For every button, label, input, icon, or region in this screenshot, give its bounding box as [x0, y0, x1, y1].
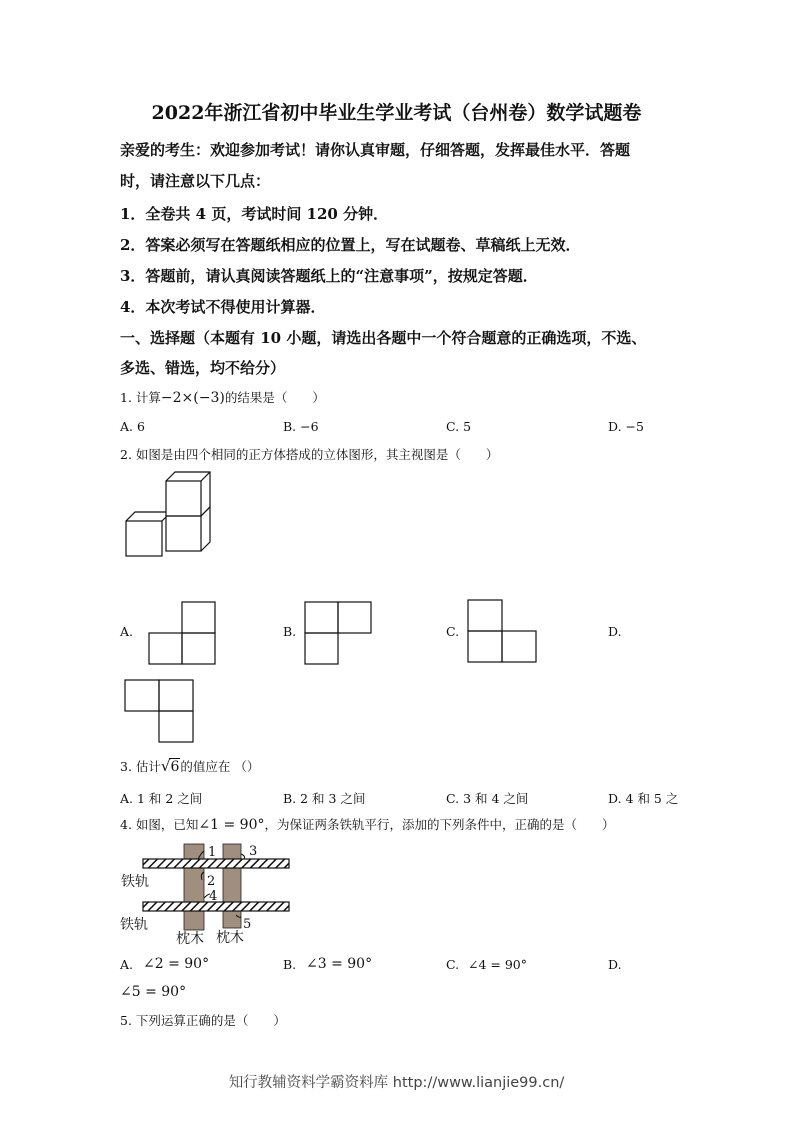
- q3-radicand: 6: [170, 759, 180, 775]
- q2-option-c-label: C.: [446, 624, 460, 639]
- rail-top: [143, 859, 289, 868]
- section-heading-line-2: 多选、错选，均不给分）: [120, 359, 286, 377]
- rail-label-bottom: 铁轨: [120, 917, 148, 933]
- q1-option-a: A. 6: [120, 419, 145, 434]
- q4-option-c-label: C.: [446, 957, 460, 972]
- q4-option-a-value: ∠2 = 90°: [143, 956, 210, 972]
- q2-option-b-label: B.: [283, 624, 297, 639]
- q4-expression: ∠1 = 90°: [198, 817, 265, 833]
- q4-prefix: 4. 如图，已知: [120, 817, 199, 832]
- q3-option-a: A. 1 和 2 之间: [120, 791, 203, 806]
- footer-watermark: 知行教辅资料学霸资料库 http://www.lianjie99.cn/: [228, 1075, 565, 1091]
- question-3: 3. 估计√6的值应在 （）: [120, 757, 260, 775]
- angle-3-label: 3: [249, 844, 258, 859]
- angle-4-label: 4: [209, 889, 218, 904]
- q2-cube-figure: [120, 470, 220, 562]
- q3-suffix: 的值应在 （）: [180, 759, 260, 774]
- q2-option-a-figure: [148, 601, 218, 665]
- q1-expression: −2×(−3): [160, 390, 225, 406]
- page-title: 2022年浙江省初中毕业生学业考试（台州卷）数学试题卷: [151, 102, 642, 124]
- q1-option-c: C. 5: [446, 419, 472, 434]
- q2-option-b-figure: [304, 601, 374, 665]
- q2-option-a-label: A.: [120, 624, 134, 639]
- section-heading-line-1: 一、选择题（本题有 10 小题，请选出各题中一个符合题意的正确选项，不选、: [120, 329, 647, 347]
- q4-railway-figure: [118, 838, 298, 948]
- q2-option-d-figure: [124, 679, 196, 743]
- sleeper-right: [223, 844, 241, 928]
- q3-prefix: 3. 估计: [120, 759, 161, 774]
- angle-1-label: 1: [208, 845, 217, 860]
- q4-suffix: ，为保证两条铁轨平行，添加的下列条件中，正确的是（ ）: [264, 817, 615, 832]
- q4-option-a-label: A.: [120, 957, 134, 972]
- note-1: 1．全卷共 4 页，考试时间 120 分钟．: [120, 205, 389, 223]
- note-2: 2．答案必须写在答题纸相应的位置上，写在试题卷、草稿纸上无效．: [120, 236, 581, 254]
- q4-option-d-label: D.: [608, 957, 622, 972]
- sleeper-label-right: 枕木: [216, 930, 244, 946]
- question-4: [120, 815, 615, 833]
- q2-option-c-figure: [467, 599, 539, 663]
- q4-option-d-value: ∠5 = 90°: [120, 984, 187, 1000]
- q1-prefix: 1. 计算: [120, 390, 161, 405]
- q3-option-b: B. 2 和 3 之间: [283, 791, 366, 806]
- q1-option-b: B. −6: [283, 419, 319, 434]
- q3-option-c: C. 3 和 4 之间: [446, 791, 529, 806]
- q3-option-d: D. 4 和 5 之: [608, 791, 679, 806]
- q4-option-b-label: B.: [283, 957, 297, 972]
- note-4: 4．本次考试不得使用计算器．: [120, 298, 326, 316]
- sleeper-label-left: 枕木: [176, 931, 204, 947]
- q1-option-d: D. −5: [608, 419, 644, 434]
- intro-line-1: 亲爱的考生：欢迎参加考试！请你认真审题，仔细答题，发挥最佳水平．答题: [120, 141, 631, 159]
- q4-option-b-value: ∠3 = 90°: [306, 956, 373, 972]
- q4-option-c-value: ∠4 = 90°: [468, 957, 528, 972]
- rail-label-top: 铁轨: [121, 874, 149, 890]
- intro-line-2: 时，请注意以下几点：: [120, 172, 271, 190]
- angle-2-label: 2: [207, 874, 216, 889]
- angle-5-label: 5: [243, 917, 252, 932]
- q2-option-d-label: D.: [608, 624, 622, 639]
- q1-suffix: 的结果是（ ）: [224, 390, 325, 405]
- question-5: 5. 下列运算正确的是（ ）: [120, 1013, 286, 1028]
- note-3: 3．答题前，请认真阅读答题纸上的“注意事项”，按规定答题．: [120, 267, 538, 285]
- question-1: [120, 388, 325, 406]
- question-2: 2. 如图是由四个相同的正方体搭成的立体图形，其主视图是（ ）: [120, 447, 499, 462]
- sleeper-left: [184, 844, 204, 930]
